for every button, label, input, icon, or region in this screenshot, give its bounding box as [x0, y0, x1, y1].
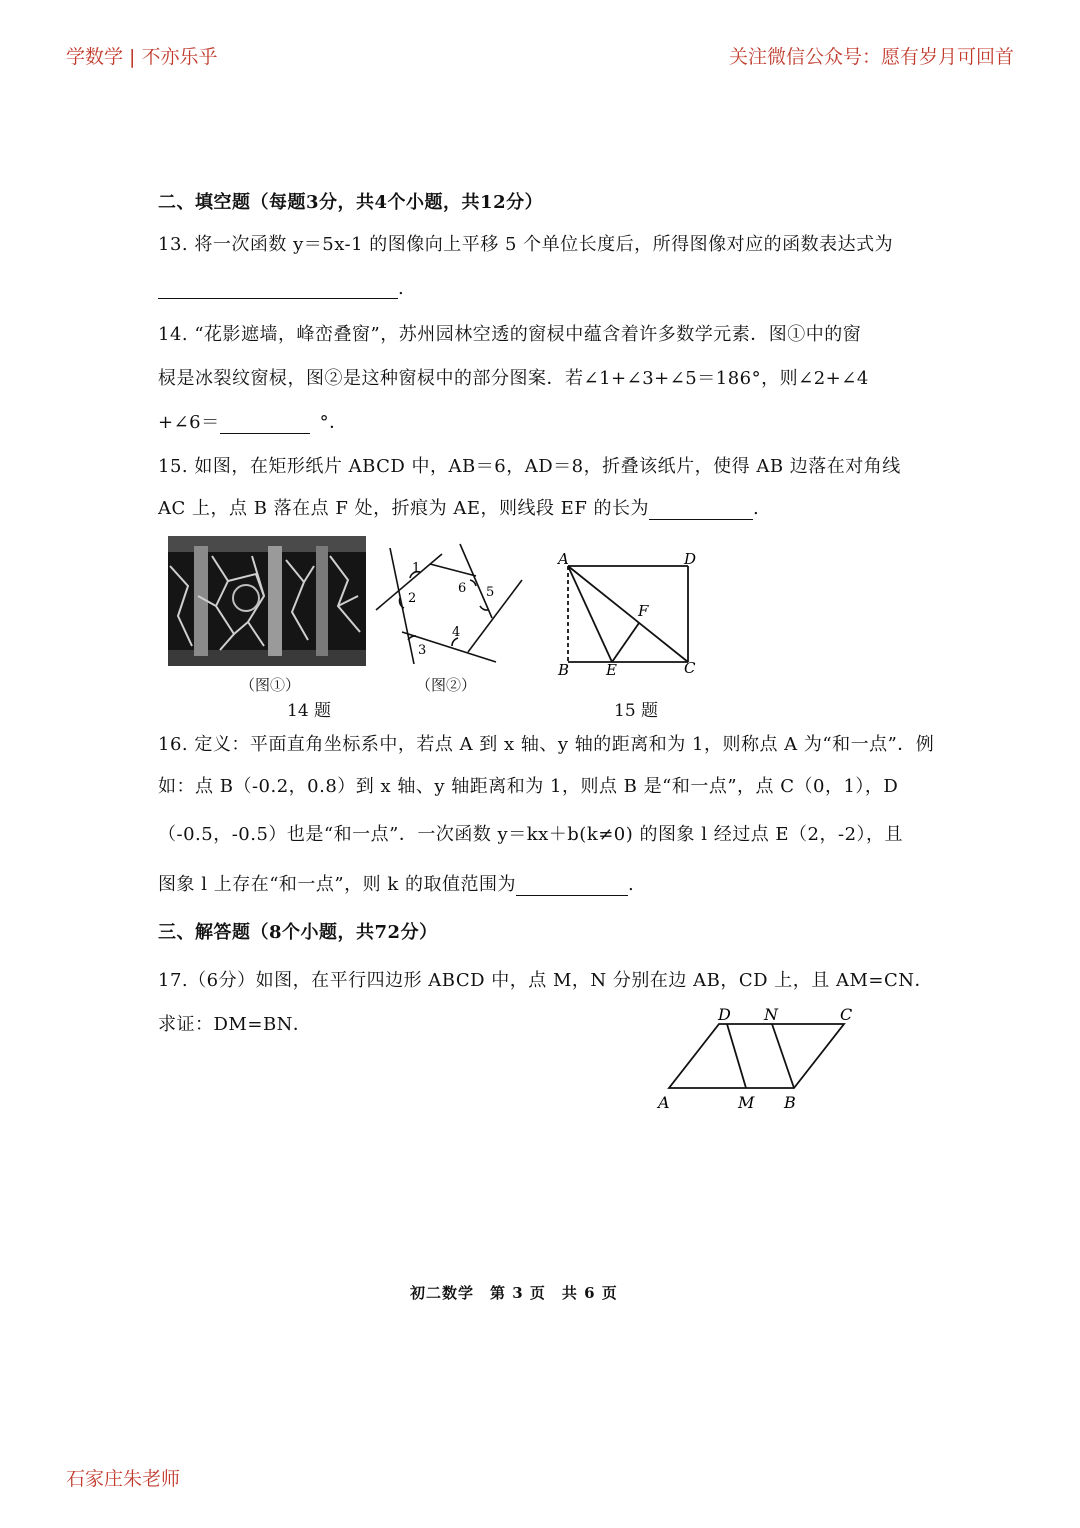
- fig17-point-C: C: [840, 1005, 853, 1024]
- q16-blank[interactable]: [516, 877, 628, 896]
- q16-line1: 16. 定义：平面直角坐标系中，若点 A 到 x 轴、y 轴的距离和为 1，则称点 A 为“和一点”．例: [158, 734, 935, 755]
- q14-line3-start: +∠6＝: [158, 412, 220, 433]
- q16-line4-text: 图象 l 上存在“和一点”，则 k 的取值范围为: [158, 874, 516, 895]
- q17-line1: 17.（6分）如图，在平行四边形 ABCD 中，点 M，N 分别在边 AB，CD 上，且 AM=CN．: [158, 970, 934, 991]
- fig15-point-E: E: [606, 661, 617, 678]
- q16-line4: [158, 870, 634, 896]
- q15-blank[interactable]: [649, 501, 753, 520]
- q13-blank[interactable]: [158, 280, 398, 299]
- fig15-point-F: F: [638, 602, 649, 620]
- fig17-point-M: M: [738, 1093, 755, 1112]
- page-footer: 初二数学 第 3 页 共 6 页: [410, 1284, 618, 1302]
- q13-end: .: [398, 278, 405, 299]
- q15-line1: 15. 如图，在矩形纸片 ABCD 中，AB＝6，AD＝8，折叠该纸片，使得 AB 边落在对角线: [158, 456, 901, 477]
- fig2-angle-1: 1: [412, 561, 421, 576]
- fig17-point-B: B: [784, 1093, 796, 1112]
- watermark-bottom-left: 石家庄朱老师: [66, 1468, 181, 1490]
- q13-text: 13. 将一次函数 y＝5x-1 的图像向上平移 5 个单位长度后，所得图像对应的函数表达式为: [158, 234, 894, 255]
- fig2-angle-5: 5: [486, 585, 495, 600]
- q14-line2: 棂是冰裂纹窗棂，图②是这种窗棂中的部分图案．若∠1+∠3+∠5＝186°，则∠2+∠4: [158, 368, 869, 389]
- fig15-point-B: B: [558, 661, 570, 678]
- q14-figure-label: 14 题: [287, 701, 332, 721]
- q15-figure-label: 15 题: [614, 701, 659, 721]
- q16-line3: （-0.5，-0.5）也是“和一点”．一次函数 y＝kx＋b(k≠0) 的图象 l 经过点 E（2，-2），且: [158, 824, 904, 845]
- fig15-rectangle-fold: [554, 546, 704, 678]
- section3-heading: 三、解答题（8个小题，共72分）: [158, 922, 438, 943]
- q14-line3-end: °．: [319, 412, 348, 433]
- fig2-angle-4: 4: [452, 625, 461, 640]
- q14-line1: 14. “花影遮墙，峰峦叠窗”，苏州园林空透的窗棂中蕴含着许多数学元素．图①中的窗: [158, 324, 862, 345]
- q14-line3: [158, 408, 348, 434]
- fig15-point-C: C: [684, 659, 696, 677]
- q16-end: .: [627, 874, 635, 895]
- watermark-top-right: 关注微信公众号：愿有岁月可回首: [728, 46, 1014, 68]
- fig2-angle-2: 2: [408, 591, 417, 606]
- q14-blank[interactable]: [220, 415, 310, 434]
- q15-line2: [158, 494, 759, 520]
- q16-line2: 如：点 B（-0.2，0.8）到 x 轴、y 轴距离和为 1，则点 B 是“和一点”，点 C（0，1），D: [158, 776, 899, 797]
- fig17-parallelogram: [654, 1004, 864, 1116]
- q17-line2: 求证：DM=BN．: [158, 1014, 312, 1035]
- fig15-point-A: A: [558, 550, 569, 568]
- fig17-point-A: A: [658, 1093, 670, 1112]
- fig2-angle-6: 6: [458, 581, 467, 596]
- fig15-point-D: D: [684, 550, 697, 568]
- fig2-caption: （图②）: [416, 676, 477, 694]
- fig2-angle-3: 3: [418, 643, 427, 658]
- fig2-angle-diagram: [372, 540, 528, 670]
- q15-line2-text: AC 上，点 B 落在点 F 处，折痕为 AE，则线段 EF 的长为: [158, 498, 650, 519]
- fig1-caption: （图①）: [240, 676, 301, 694]
- fig1-window-lattice-photo: [168, 536, 366, 666]
- fig17-point-D: D: [718, 1005, 731, 1024]
- q13-answer-line: [158, 278, 404, 299]
- section2-heading: 二、填空题（每题3分，共4个小题，共12分）: [158, 192, 544, 213]
- q15-end: .: [753, 498, 760, 519]
- watermark-top-left: 学数学 | 不亦乐乎: [66, 46, 218, 68]
- fig17-point-N: N: [764, 1005, 778, 1024]
